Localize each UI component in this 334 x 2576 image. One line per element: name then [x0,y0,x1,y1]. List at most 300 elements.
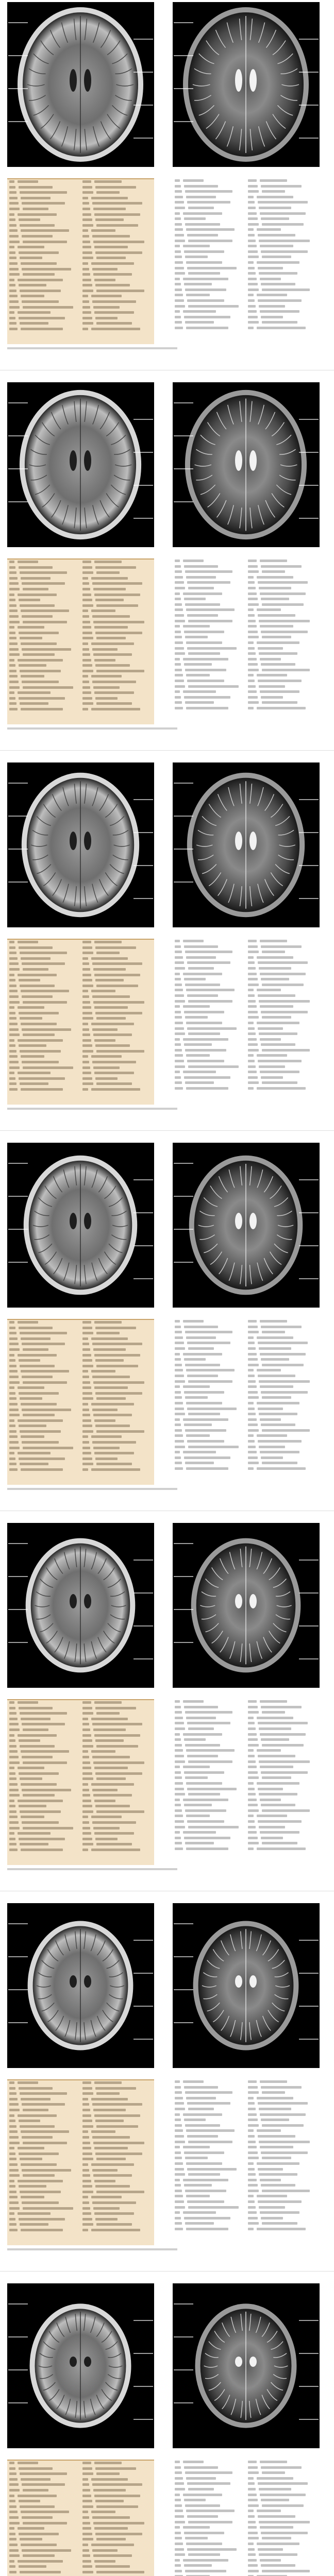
legend-row [9,1418,79,1424]
legend-row [175,1455,245,1461]
legend-abbrev-placeholder [248,2097,254,2099]
legend-abbrev-placeholder [9,1821,19,1824]
legend-row [82,1336,153,1342]
legend-term-placeholder [187,581,230,584]
legend-row [9,1771,79,1777]
legend-row [9,289,79,294]
legend-abbrev-placeholder [82,1332,93,1334]
legend-abbrev-placeholder [248,570,259,573]
legend-row [248,2227,318,2232]
legend-abbrev-placeholder [175,2228,183,2230]
legend-abbrev-placeholder [248,261,254,264]
legend-row [175,315,245,320]
legend-abbrev-placeholder [9,2538,16,2540]
legend-term-placeholder [93,2142,144,2144]
legend-term-placeholder [262,1809,310,1812]
legend-abbrev-placeholder [175,570,182,573]
legend-abbrev-placeholder [82,571,93,574]
legend-row [175,1765,245,1770]
legend-abbrev-placeholder [9,1435,18,1438]
legend-row [9,2173,79,2179]
legend-term-placeholder [92,202,142,205]
legend-abbrev-placeholder [248,1076,258,1079]
legend-term-placeholder [186,327,228,329]
legend-row [175,1814,245,1819]
legend-term-placeholder [20,670,61,672]
legend-row [248,619,318,624]
legend-term-placeholder [186,1467,228,1470]
legend-row [175,1037,245,1043]
legend-abbrev-placeholder [175,2471,182,2474]
legend-abbrev-placeholder [82,1772,92,1775]
legend-term-placeholder [92,2103,142,2106]
legend-term-placeholder [257,576,293,579]
legend-term-placeholder [262,289,310,291]
legend-term-placeholder [20,637,42,639]
legend-row [175,2117,245,2123]
legend-term-placeholder [183,1418,228,1421]
legend-abbrev-placeholder [82,2153,92,2155]
legend-row [82,2228,153,2233]
legend-term-placeholder [185,256,208,258]
legend-abbrev-placeholder [9,2098,18,2100]
legend-row [82,631,153,636]
legend-term-placeholder [258,1375,295,1377]
legend-term-placeholder [95,218,124,221]
legend-abbrev-placeholder [175,2200,184,2203]
legend-row [248,2156,318,2161]
legend-row [248,1374,318,1379]
legend-row [175,239,245,244]
legend-row [248,1384,318,1390]
legend-term-placeholder [258,1060,302,1062]
legend-abbrev-placeholder [9,241,20,243]
legend-row [82,1434,153,1440]
legend-row [9,576,79,582]
legend-row [9,1462,79,1467]
legend-row [175,1461,245,1466]
legend-term-placeholder [257,2477,293,2480]
legend-term-placeholder [257,1369,281,1371]
legend-row [9,1027,79,1033]
legend-row [248,602,318,608]
legend-abbrev-placeholder [248,1462,259,1464]
legend-row [175,2531,245,2536]
legend-row [9,1331,79,1336]
legend-term-placeholder [188,620,232,622]
legend-term-placeholder [258,581,308,584]
legend-row [175,993,245,999]
legend-abbrev-placeholder [175,1446,185,1448]
legend-term-placeholder [262,1364,304,1366]
legend-term-placeholder [185,984,220,986]
legend-term-placeholder [96,1332,120,1334]
legend-term-placeholder [22,1821,59,1824]
legend-row [248,2210,318,2216]
legend-abbrev-placeholder [9,2554,20,2557]
legend-term-placeholder [94,626,128,629]
legend-row [248,2470,318,2476]
legend-abbrev-placeholder [175,1700,180,1703]
legend-abbrev-placeholder [175,1462,182,1464]
legend-row [82,2564,153,2570]
legend-row [9,2537,79,2543]
legend-row [82,1353,153,1359]
legend-row [248,2183,318,2189]
legend-row [9,1396,79,1402]
legend-term-placeholder [184,1391,224,1394]
legend-abbrev-placeholder [175,1848,183,1850]
legend-abbrev-placeholder [175,956,183,959]
legend-abbrev-placeholder [175,2461,180,2463]
legend-row [248,640,318,646]
legend-term-placeholder [188,2206,239,2209]
legend-row [248,982,318,988]
legend-term-placeholder [91,262,134,265]
legend-row [248,2487,318,2493]
legend-term-placeholder [261,1011,308,1013]
legend-term-placeholder [22,2549,71,2552]
legend-term-placeholder [23,1381,67,1384]
legend-row [9,680,79,685]
legend-term-placeholder [96,257,126,259]
legend-term-placeholder [187,961,230,964]
legend-term-placeholder [95,1805,130,1807]
legend-abbrev-placeholder [82,1419,91,1422]
legend-term-placeholder [186,1717,216,1719]
legend-abbrev-placeholder [175,680,184,682]
legend-term-placeholder [92,2201,136,2204]
legend-abbrev-placeholder [175,940,180,942]
legend-abbrev-placeholder [175,707,183,709]
legend-term-placeholder [259,2141,310,2143]
legend-row [9,261,79,267]
legend-row [82,1326,153,1331]
legend-row [175,613,245,619]
legend-term-placeholder [18,1832,51,1835]
legend-row [9,2157,79,2162]
legend-abbrev-placeholder [175,1038,180,1041]
legend-term-placeholder [183,2494,222,2496]
legend-abbrev-placeholder [82,1082,93,1085]
legend-row [175,1787,245,1792]
legend-row [82,327,153,332]
legend-term-placeholder [261,2119,289,2121]
legend-term-placeholder [92,2549,118,2552]
legend-row [248,222,318,228]
legend-row [82,228,153,234]
lateral-ventricle [249,832,257,850]
legend-row [175,189,245,195]
legend-abbrev-placeholder [248,685,256,688]
legend-row [248,2498,318,2503]
legend-row [248,2090,318,2096]
legend-row [9,212,79,218]
legend-term-placeholder [19,1772,59,1775]
legend-abbrev-placeholder [248,641,254,644]
legend-term-placeholder [21,2511,69,2513]
legend-term-placeholder [23,968,48,971]
legend-term-placeholder [262,2222,297,2225]
legend-term-placeholder [18,246,44,248]
legend-row [82,565,153,571]
legend-row [82,641,153,647]
legend-term-placeholder [23,653,55,656]
legend-row [9,2190,79,2195]
legend-abbrev-placeholder [248,608,254,611]
legend-abbrev-placeholder [82,306,90,309]
legend-term-placeholder [94,2180,115,2182]
legend-abbrev-placeholder [82,1017,93,1020]
legend-abbrev-placeholder [175,1837,181,1839]
legend-row [9,1347,79,1353]
legend-row [248,309,318,315]
legend-abbrev-placeholder [175,1842,182,1844]
legend-term-placeholder [19,218,40,221]
legend-abbrev-placeholder [9,2218,15,2221]
legend-abbrev-placeholder [175,1385,180,1388]
legend-abbrev-placeholder [175,641,183,644]
legend-row [82,2499,153,2504]
legend-abbrev-placeholder [248,1717,254,1719]
legend-abbrev-placeholder [82,1077,92,1080]
legend-row [82,1820,153,1826]
legend-term-placeholder [91,2478,128,2481]
legend-term-placeholder [185,1364,220,1366]
legend-abbrev-placeholder [82,2125,93,2128]
legend-abbrev-placeholder [82,1012,92,1014]
legend-abbrev-placeholder [248,636,259,638]
legend-abbrev-placeholder [82,229,88,232]
legend-row [175,2216,245,2222]
legend-term-placeholder [96,702,132,705]
legend-term-placeholder [187,2168,237,2171]
legend-abbrev-placeholder [82,675,88,677]
legend-term-placeholder [259,2206,285,2209]
legend-row [82,1385,153,1391]
legend-term-placeholder [23,208,48,210]
legend-term-placeholder [96,670,144,672]
lateral-ventricle [84,1213,91,1229]
legend-abbrev-placeholder [248,592,257,595]
legend-term-placeholder [188,1000,232,1003]
legend-term-placeholder [183,2179,228,2181]
legend-abbrev-placeholder [175,1799,180,1801]
legend-row [82,2184,153,2190]
legend-term-placeholder [188,272,220,275]
legend-term-placeholder [261,1706,302,1708]
legend-row [82,1815,153,1820]
legend-term-placeholder [22,1756,53,1758]
legend-row [175,1325,245,1330]
legend-abbrev-placeholder [9,2207,20,2210]
legend-row [9,1820,79,1826]
legend-abbrev-placeholder [9,1425,15,1427]
legend-row [82,2559,153,2565]
legend-row [248,1379,318,1385]
legend-term-placeholder [259,2173,297,2176]
legend-term-placeholder [93,1761,144,1764]
legend-term-placeholder [91,1816,122,1818]
legend-row [175,1341,245,1346]
legend-row [175,1064,245,1070]
legend-row [9,994,79,1000]
legend-term-placeholder [22,2516,53,2519]
legend-abbrev-placeholder [175,1364,182,1366]
legend-abbrev-placeholder [9,1849,18,1851]
legend-abbrev-placeholder [248,299,255,302]
legend-row [248,1053,318,1059]
legend-row [9,1065,79,1071]
legend-row [9,1451,79,1456]
legend-abbrev-placeholder [9,2565,15,2568]
legend-abbrev-placeholder [248,2499,258,2501]
legend-abbrev-placeholder [248,2477,254,2480]
legend-row [175,1417,245,1423]
legend-term-placeholder [95,2087,136,2090]
legend-term-placeholder [21,1750,69,1753]
legend-term-placeholder [92,962,142,965]
legend-term-placeholder [186,2228,228,2230]
legend-row [82,1054,153,1060]
legend-abbrev-placeholder [82,615,89,618]
legend-abbrev-placeholder [175,603,182,606]
legend-term-placeholder [262,2157,291,2159]
legend-abbrev-placeholder [82,2511,88,2513]
legend-row [248,277,318,282]
legend-abbrev-placeholder [9,1055,18,1058]
legend-term-placeholder [187,2482,230,2485]
legend-abbrev-placeholder [175,1391,181,1394]
legend-row [175,1004,245,1010]
legend-abbrev-placeholder [82,957,88,960]
legend-abbrev-placeholder [175,2190,182,2192]
legend-abbrev-placeholder [9,1392,15,1395]
legend-abbrev-placeholder [248,1749,254,1752]
legend-abbrev-placeholder [9,1447,20,1449]
legend-abbrev-placeholder [82,317,92,319]
legend-term-placeholder [21,2163,57,2166]
legend-abbrev-placeholder [248,2162,254,2165]
legend-term-placeholder [23,2554,55,2557]
legend-abbrev-placeholder [248,576,254,579]
legend-term-placeholder [262,1842,297,1844]
legend-row [9,1809,79,1815]
legend-row [175,184,245,190]
legend-abbrev-placeholder [248,1347,256,1350]
legend-row [175,178,245,184]
legend-row [82,685,153,691]
legend-row [82,2515,153,2521]
legend-row [175,1721,245,1726]
legend-term-placeholder [22,648,71,651]
legend-abbrev-placeholder [175,2526,180,2529]
legend-abbrev-placeholder [9,208,20,210]
legend-abbrev-placeholder [248,1815,254,1817]
legend-term-placeholder [186,1402,222,1404]
legend-term-placeholder [94,1386,128,1389]
legend-abbrev-placeholder [9,1750,18,1753]
legend-abbrev-placeholder [9,317,15,319]
legend-abbrev-placeholder [82,2560,91,2563]
legend-term-placeholder [91,2098,128,2100]
legend-abbrev-placeholder [9,946,15,949]
legend-term-placeholder [188,685,239,688]
legend-table-english [7,939,154,1105]
legend-abbrev-placeholder [82,1458,92,1460]
legend-row [248,999,318,1005]
legend-term-placeholder [183,1451,216,1453]
legend-abbrev-placeholder [9,594,14,596]
legend-row [175,2189,245,2194]
legend-term-placeholder [186,1336,216,1339]
legend-row [175,1031,245,1037]
legend-abbrev-placeholder [9,2196,18,2198]
legend-term-placeholder [184,2532,224,2534]
legend-abbrev-placeholder [82,621,90,623]
legend-row [175,1026,245,1032]
legend-abbrev-placeholder [248,185,258,188]
legend-row [248,1705,318,1710]
legend-row [9,1369,79,1375]
legend-abbrev-placeholder [248,1440,255,1443]
legend-row [248,651,318,657]
legend-abbrev-placeholder [82,2522,90,2524]
legend-row [82,1408,153,1413]
legend-row [248,1070,318,1075]
legend-abbrev-placeholder [9,213,14,216]
legend-abbrev-placeholder [9,2527,14,2530]
legend-term-placeholder [18,594,57,596]
legend-row [248,706,318,711]
legend-row [175,662,245,668]
legend-row [175,2096,245,2102]
legend-abbrev-placeholder [175,2515,184,2518]
legend-term-placeholder [91,1435,122,1438]
legend-row [248,1798,318,1803]
legend-term-placeholder [91,197,128,199]
legend-term-placeholder [188,1413,220,1415]
legend-row [82,245,153,250]
legend-abbrev-placeholder [248,1842,259,1844]
legend-abbrev-placeholder [175,1413,185,1415]
legend-term-placeholder [94,1767,128,1769]
legend-row [248,1803,318,1808]
mri-image-t1 [7,1903,154,2068]
legend-abbrev-placeholder [82,1028,89,1031]
legend-abbrev-placeholder [82,213,91,216]
legend-term-placeholder [95,1838,118,1840]
legend-term-placeholder [257,674,287,676]
legend-abbrev-placeholder [9,1463,16,1465]
legend-term-placeholder [257,707,306,709]
legend-abbrev-placeholder [175,1380,185,1383]
legend-abbrev-placeholder [175,2477,183,2480]
legend-row [9,1342,79,1347]
legend-row [175,1406,245,1412]
legend-term-placeholder [185,1842,214,1844]
legend-abbrev-placeholder [248,680,255,682]
legend-row [175,2112,245,2118]
legend-term-placeholder [19,1012,59,1014]
legend-abbrev-placeholder [175,1782,183,1785]
legend-term-placeholder [22,681,59,683]
legend-row [9,2228,79,2233]
legend-row [248,320,318,326]
legend-row [9,1788,79,1793]
legend-abbrev-placeholder [82,1430,93,1433]
legend-row [82,1032,153,1038]
